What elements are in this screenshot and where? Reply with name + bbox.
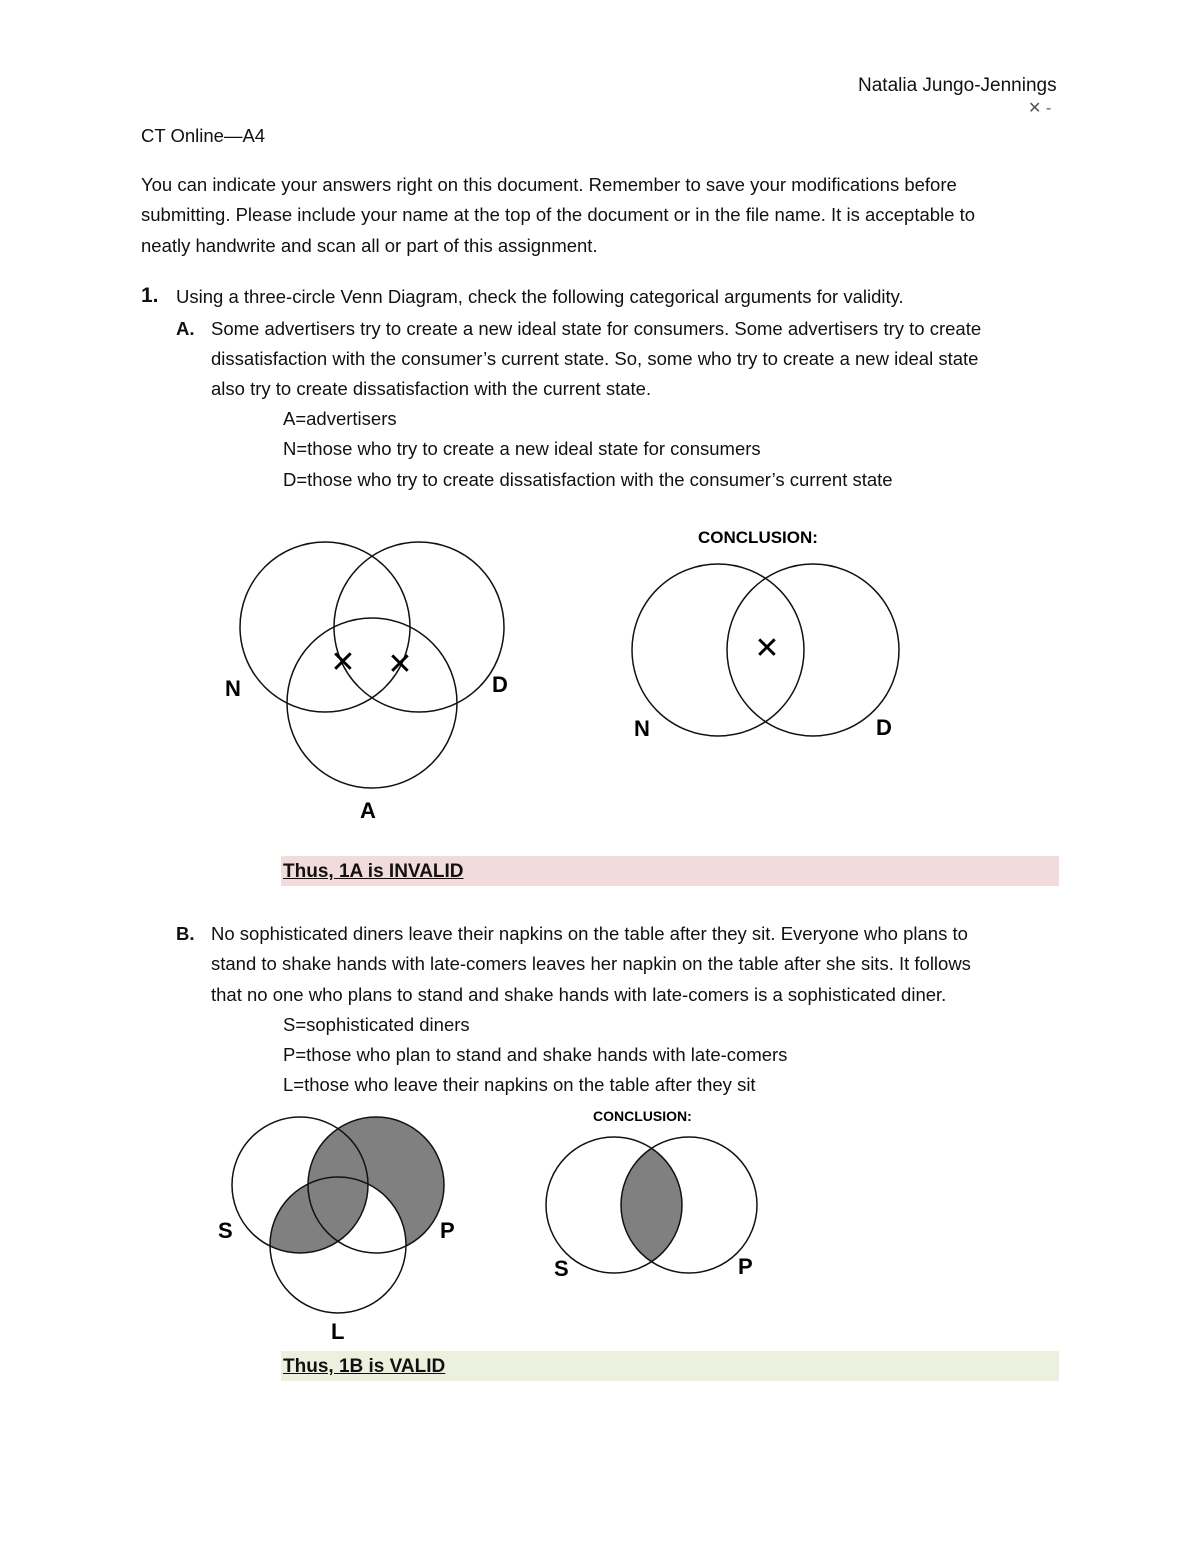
part-a-line: also try to create dissatisfaction with the current state. <box>211 378 652 399</box>
part-a-letter: A. <box>176 318 195 339</box>
x-mark: ✕ <box>330 646 356 679</box>
intro-line: neatly handwrite and scan all or part of this assignment. <box>141 235 598 256</box>
part-a-definition: A=advertisers <box>283 408 397 429</box>
part-b-definition: L=those who leave their napkins on the table after they sit <box>283 1074 756 1095</box>
answer-1b: Thus, 1B is VALID <box>281 1351 1059 1381</box>
question-prompt: Using a three-circle Venn Diagram, check the following categorical arguments for validity. <box>176 286 904 307</box>
part-a-definition: N=those who try to create a new ideal state for consumers <box>283 438 761 459</box>
conclusion-title: CONCLUSION: <box>698 528 818 547</box>
label-s: S <box>218 1218 233 1243</box>
label-n: N <box>634 716 650 741</box>
part-b-letter: B. <box>176 923 195 944</box>
conclusion-title: CONCLUSION: <box>593 1108 692 1124</box>
part-b-definition: P=those who plan to stand and shake hands with late-comers <box>283 1044 788 1065</box>
intro-line: You can indicate your answers right on this document. Remember to save your modifications before <box>141 174 957 195</box>
label-s: S <box>554 1256 569 1281</box>
part-b-line: stand to shake hands with late-comers leaves her napkin on the table after she sits. It follows <box>211 953 971 974</box>
part-a-line: Some advertisers try to create a new ideal state for consumers. Some advertisers try to create <box>211 318 982 339</box>
answer-1a: Thus, 1A is INVALID <box>281 856 1059 886</box>
part-a-line: dissatisfaction with the consumer’s current state. So, some who try to create a new ideal state <box>211 348 979 369</box>
x-mark: ✕ <box>387 648 413 681</box>
part-b-line: No sophisticated diners leave their napkins on the table after they sit. Everyone who plans to <box>211 923 968 944</box>
label-a: A <box>360 798 376 823</box>
part-b-definition: S=sophisticated diners <box>283 1014 470 1035</box>
label-p: P <box>440 1218 455 1243</box>
intro-line: submitting. Please include your name at the top of the document or in the file name. It is acceptable to <box>141 204 976 225</box>
label-n: N <box>225 676 241 701</box>
label-p: P <box>738 1254 753 1279</box>
document-title: CT Online—A4 <box>141 125 266 146</box>
part-a-definition: D=those who try to create dissatisfaction with the consumer’s current state <box>283 469 893 490</box>
label-d: D <box>876 715 892 740</box>
x-mark: ✕ <box>754 632 780 665</box>
label-d: D <box>492 672 508 697</box>
author-name: Natalia Jungo-Jennings <box>858 75 1057 96</box>
part-b-line: that no one who plans to stand and shake hands with late-comers is a sophisticated diner. <box>211 984 947 1005</box>
header-mark: ✕ - <box>1028 100 1052 117</box>
question-number: 1. <box>141 284 159 307</box>
label-l: L <box>331 1319 345 1344</box>
